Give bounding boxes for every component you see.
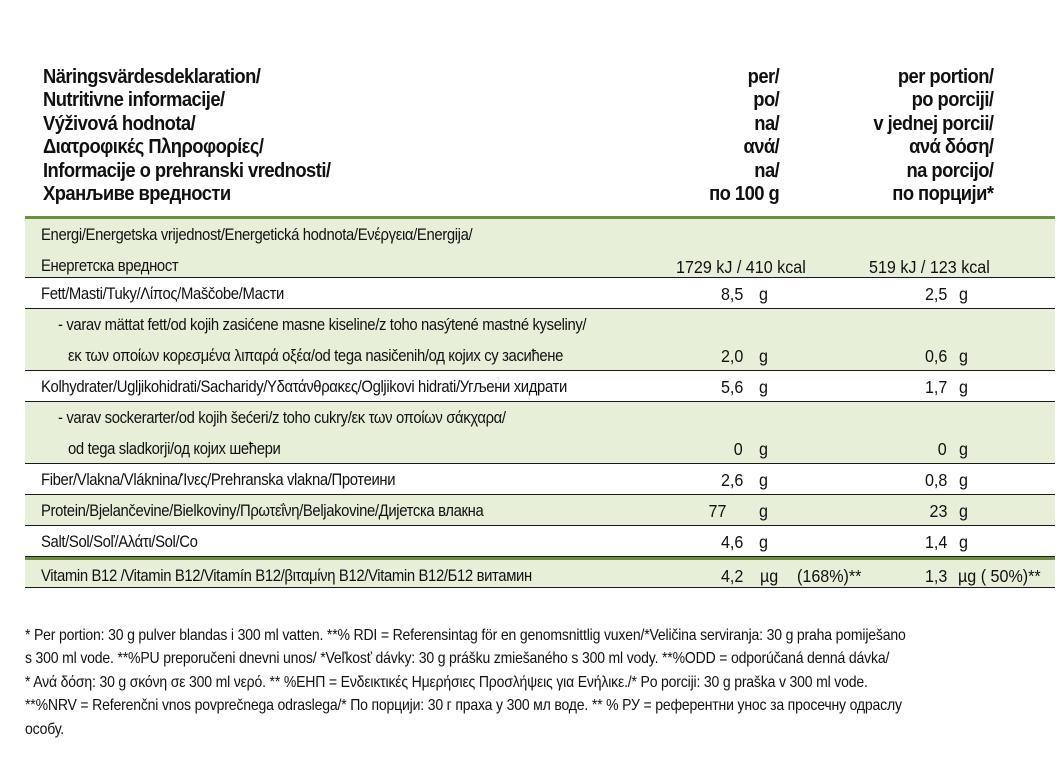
- table-row-saturates: [25, 309, 1055, 371]
- row-label: od tega sladkorji/од којих шећери: [68, 440, 281, 458]
- unit-perportion: g: [959, 470, 968, 490]
- value-per100: 0: [734, 439, 743, 459]
- value-per100: 8,5: [720, 284, 743, 304]
- footnote-line: особу.: [25, 720, 64, 738]
- table-row-fat: [25, 278, 1055, 309]
- table-row-fiber: [25, 464, 1055, 495]
- unit-perportion: µg ( 50%)**: [958, 566, 1041, 586]
- row-label: Fiber/Vlakna/Vláknina/Ίνες/Prehranska vlakna/Протеини: [41, 471, 396, 489]
- unit-per100: µg: [760, 566, 779, 586]
- header-per100: na/: [754, 112, 779, 135]
- header-label: Výživová hodnota/: [43, 112, 196, 135]
- table-row-energy: [25, 216, 1055, 278]
- value-perportion: 0,6: [924, 346, 947, 366]
- unit-per100: g: [759, 346, 768, 366]
- unit-per100: g: [759, 284, 768, 304]
- value-perportion: 519 kJ / 123 kcal: [869, 257, 990, 277]
- table-row-vitamin-b12: [25, 557, 1055, 588]
- value-perportion: 1,4: [924, 532, 947, 552]
- table-row-salt: [25, 526, 1055, 557]
- header-perportion: v jednej porcii/: [872, 112, 993, 135]
- value-per100: 2,6: [720, 470, 743, 490]
- header-perportion: per portion/: [897, 66, 993, 88]
- value-perportion: 1,3: [924, 566, 947, 586]
- header-per100: po/: [753, 89, 779, 112]
- header-perportion: na porcijo/: [906, 159, 993, 182]
- unit-per100: g: [759, 377, 768, 397]
- header-per100: na/: [754, 159, 779, 182]
- unit-per100: g: [759, 501, 768, 521]
- unit-perportion: g: [959, 532, 968, 552]
- unit-per100: g: [759, 532, 768, 552]
- table-row-carbohydrates: [25, 371, 1055, 402]
- value-perportion: 2,5: [924, 284, 947, 304]
- value-perportion: 1,7: [924, 377, 947, 397]
- header-per100: per/: [747, 66, 779, 88]
- header-label: Nutritivne informacije/: [43, 89, 225, 112]
- unit-perportion: g: [959, 346, 968, 366]
- header-per100: ανά/: [743, 136, 779, 159]
- row-label: Vitamin B12 /Vitamin B12/Vitamín B12/βιταμίνη B12/Vitamin B12/Б12 витамин: [41, 567, 532, 585]
- percent-per100: (168%)**: [797, 566, 862, 586]
- header-perportion-column: [873, 66, 993, 206]
- table-row-sugars: [25, 402, 1055, 464]
- header-label: Informacije o prehranski vrednosti/: [43, 159, 331, 182]
- value-perportion: 23: [929, 501, 947, 521]
- footnote-line: * Per portion: 30 g pulver blandas i 300 ml vatten. **% RDI = Referensintag för en genomsnittlig vuxen/*Veličina serviranja: 30 g praha pomiješano: [25, 627, 906, 644]
- unit-perportion: g: [959, 377, 968, 397]
- header-label: Διατροφικές Πληροφορίες/: [43, 136, 264, 159]
- value-per100: 5,6: [720, 377, 743, 397]
- row-label: - varav mättat fett/od kojih zasićene masne kiseline/z toho nasýtené mastné kyseliny/: [58, 316, 587, 334]
- footnote-line: * Ανά δόση: 30 g σκόνη σε 300 ml νερό. ** %ΕΗΠ = Ενδεικτικές Ημερήσιες Προσλήψεις για Ενήλικε./* Po porciji: 30 g praška v 300 ml vode.: [25, 673, 868, 691]
- row-label: - varav sockerarter/od kojih šećeri/z toho cukry/εκ των οποίων σάκχαρα/: [58, 409, 506, 427]
- row-label: Fett/Masti/Tuky/Λίπος/Maščobe/Масти: [41, 285, 284, 303]
- footnote-line: **%NRV = Referenčni vnos povprečnega odraslega/* По порцији: 30 г праха у 300 мл воде. ** % РУ = референтни унос за просечну одраслу: [25, 697, 902, 715]
- value-per100: 1729 kJ / 410 kcal: [676, 257, 806, 277]
- footnote: [25, 624, 1055, 741]
- nutrition-table: [25, 216, 1055, 588]
- header-perportion: ανά δόση/: [908, 136, 993, 159]
- value-perportion: 0: [938, 439, 947, 459]
- header-perportion: по порцији*: [891, 182, 993, 205]
- unit-perportion: g: [959, 439, 968, 459]
- value-per100: 4,2: [720, 566, 743, 586]
- table-header: [25, 66, 1055, 214]
- row-label: εκ των οποίων κορεσμένα λιπαρά οξέα/od tega nasičenih/од којих су засићене: [68, 347, 563, 365]
- unit-perportion: g: [959, 284, 968, 304]
- unit-per100: g: [759, 470, 768, 490]
- table-row-protein: [25, 495, 1055, 526]
- row-label: Енергетска вредност: [41, 257, 179, 275]
- header-per100: по 100 g: [708, 182, 779, 205]
- row-label: Kolhydrater/Ugljikohidrati/Sacharidy/Υδατάνθρακες/Ogljikovi hidrati/Угљени хидрати: [41, 378, 567, 396]
- footnote-line: s 300 ml vode. **%PU preporučeni dnevni unos/ *Veľkosť dávky: 30 g prášku zmiešaného s 300 ml vody. **%ODD = odporúčaná denná dávka/: [25, 650, 890, 668]
- row-label: Salt/Sol/Soľ/Αλάτι/Sol/Co: [41, 533, 198, 551]
- row-label: Protein/Bjelančevine/Bielkoviny/Πρωτεΐνη/Beljakovine/Дијетска влакна: [41, 502, 484, 520]
- header-title-column: [43, 66, 330, 206]
- header-label: Näringsvärdesdeklaration/: [43, 66, 261, 88]
- row-label: Energi/Energetska vrijednost/Energetická hodnota/Ενέργεια/Energija/: [41, 226, 473, 244]
- value-per100: 2,0: [720, 346, 743, 366]
- header-perportion: po porciji/: [911, 89, 993, 112]
- value-perportion: 0,8: [924, 470, 947, 490]
- header-per100-column: [709, 66, 779, 206]
- value-per100: 4,6: [720, 532, 743, 552]
- value-per100: 77: [708, 501, 726, 521]
- header-label: Хранљиве вредности: [43, 182, 231, 205]
- unit-perportion: g: [959, 501, 968, 521]
- unit-per100: g: [759, 439, 768, 459]
